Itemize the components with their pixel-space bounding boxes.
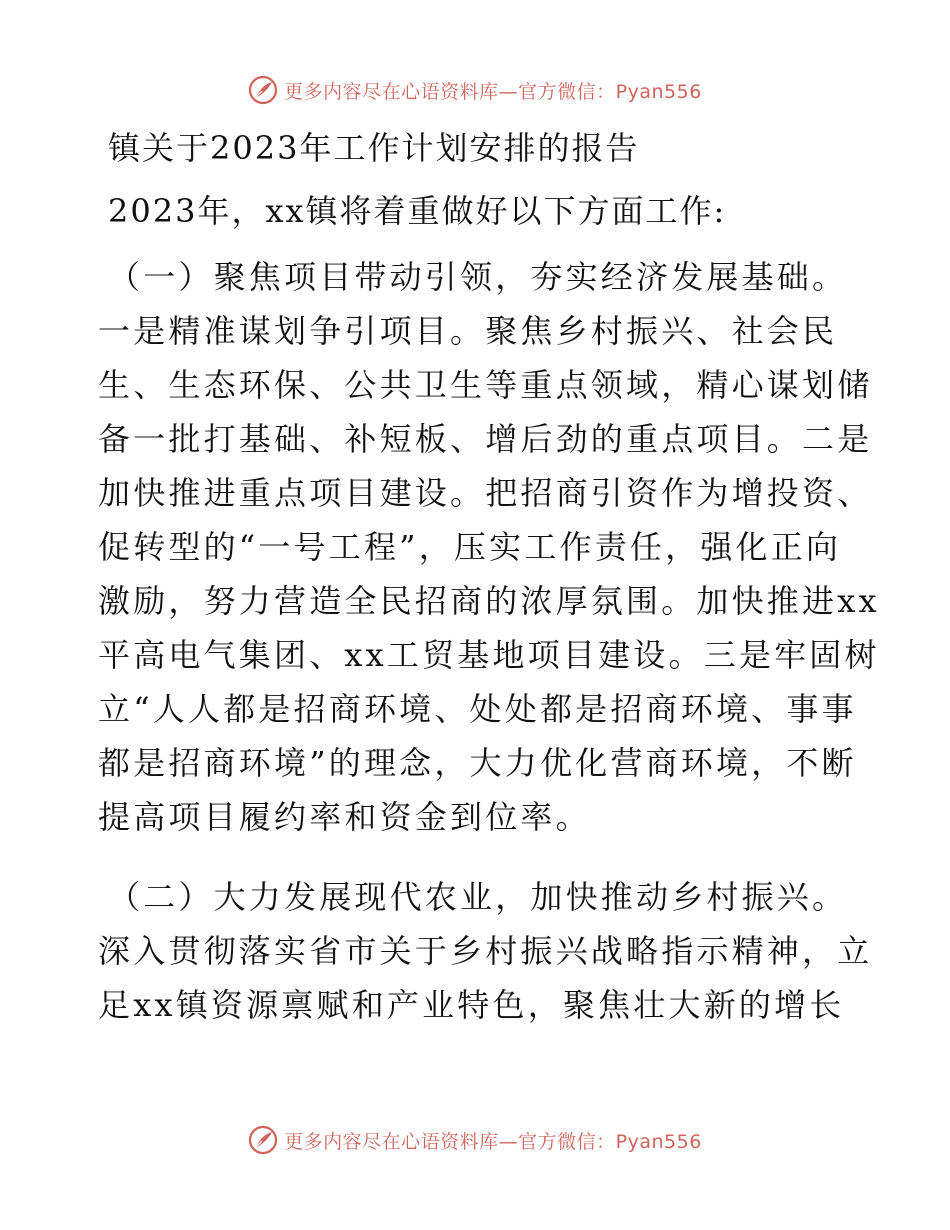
section-1-line: 立“人人都是招商环境、处处都是招商环境、事事 — [98, 690, 857, 728]
watermark-text: 更多内容尽在心语资料库—官方微信：Pyan556 — [284, 80, 702, 103]
section-1-line: 促转型的“一号工程”，压实工作责任，强化正向 — [98, 528, 842, 566]
section-1-line: 平高电气集团、xx工贸基地项目建设。三是牢固树 — [98, 636, 880, 674]
section-1-body — [98, 304, 880, 844]
feather-pen-logo-icon — [248, 1125, 278, 1155]
section-1-line: 一是精准谋划争引项目。聚焦乡村振兴、社会民 — [98, 312, 838, 350]
section-1-line: 提高项目履约率和资金到位率。 — [98, 798, 591, 836]
section-2-heading: （二）大力发展现代农业，加快推动乡村振兴。 — [108, 878, 848, 916]
section-1-heading: （一）聚焦项目带动引领，夯实经济发展基础。 — [108, 258, 848, 296]
document-body — [98, 122, 880, 1032]
feather-pen-logo-icon — [248, 75, 278, 105]
document-title: 镇关于2023年工作计划安排的报告 — [108, 129, 640, 167]
watermark-header — [0, 70, 950, 110]
section-1-line: 都是招商环境”的理念，大力优化营商环境，不断 — [98, 744, 857, 782]
section-2-line: 深入贯彻落实省市关于乡村振兴战略指示精神，立 — [98, 932, 873, 970]
section-2-line: 足xx镇资源禀赋和产业特色，聚焦壮大新的增长 — [98, 986, 845, 1024]
intro-paragraph: 2023年，xx镇将着重做好以下方面工作: — [108, 192, 727, 230]
watermark-footer — [0, 1120, 950, 1160]
section-1-line: 激励，努力营造全民招商的浓厚氛围。加快推进xx — [98, 582, 880, 620]
watermark-text: 更多内容尽在心语资料库—官方微信：Pyan556 — [284, 1130, 702, 1153]
section-2-body — [98, 924, 873, 1032]
section-1-line: 生、生态环保、公共卫生等重点领域，精心谋划储 — [98, 366, 873, 404]
section-1-line: 加快推进重点项目建设。把招商引资作为增投资、 — [98, 474, 873, 512]
section-1-line: 备一批打基础、补短板、增后劲的重点项目。二是 — [98, 420, 873, 458]
